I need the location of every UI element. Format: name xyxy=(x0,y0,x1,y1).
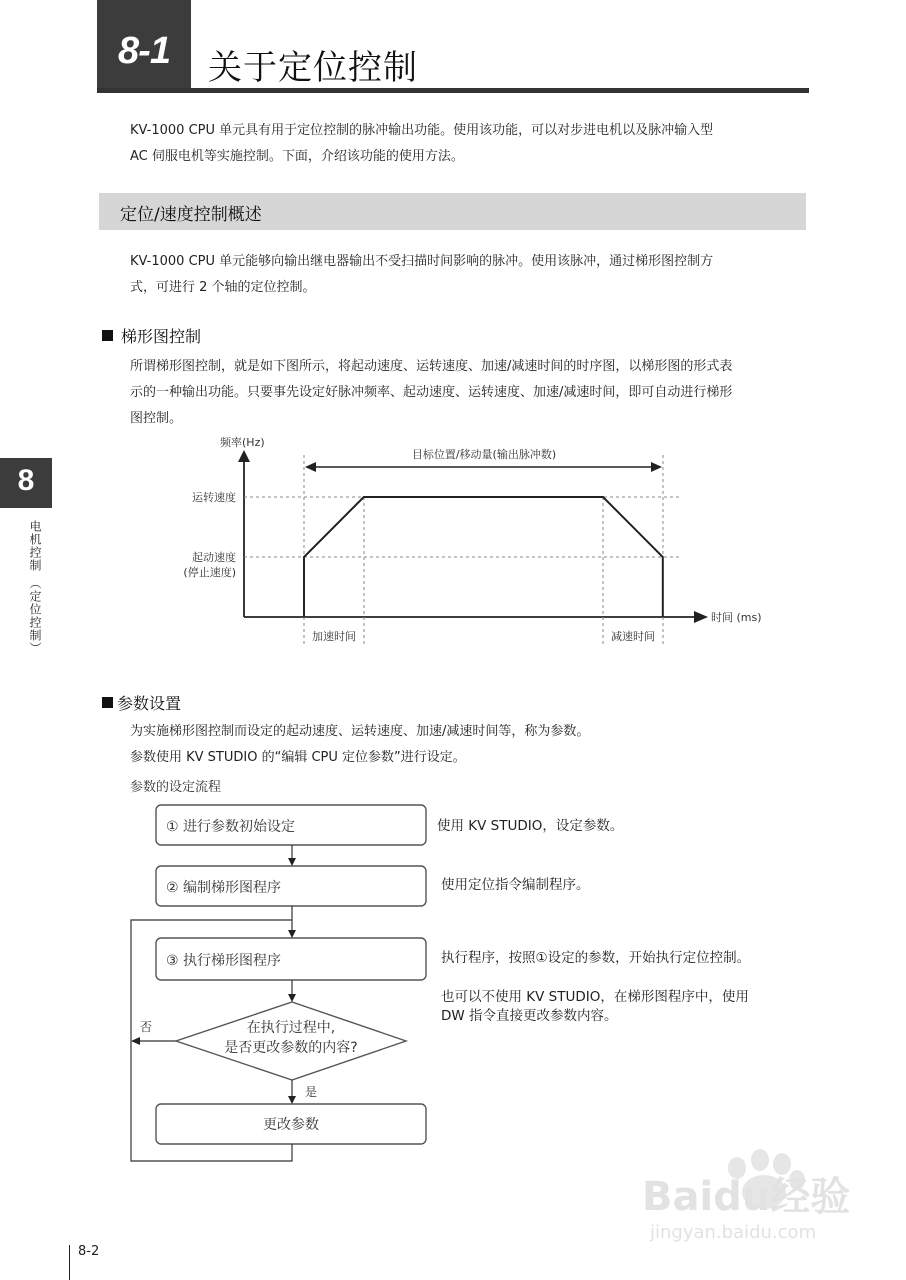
note-step1: 使用 KV STUDIO，设定参数。 xyxy=(437,818,624,834)
left-arrow-icon xyxy=(131,1037,140,1045)
params-line: 为实施梯形图控制而设定的起动速度、运转速度、加速/减速时间等，称为参数。 xyxy=(130,724,590,739)
section-number: 8-1 xyxy=(118,30,170,72)
run-speed-label: 运转速度 xyxy=(192,491,236,504)
watermark xyxy=(642,1140,872,1254)
params-line: 参数使用 KV STUDIO 的“编辑 CPU 定位参数”进行设定。 xyxy=(130,750,466,765)
watermark-brand: Baidu经验 xyxy=(642,1174,851,1220)
yes-label: 是 xyxy=(305,1085,318,1099)
chapter-number: 8 xyxy=(17,464,35,497)
overview-line: 式，可进行 2 个轴的定位控制。 xyxy=(130,280,316,295)
ladder-heading-text: 梯形图控制 xyxy=(121,327,202,346)
ladder-line: 所谓梯形图控制，就是如下图所示，将起动速度、运转速度、加速/减速时间的时序图，以梯形图的形式表 xyxy=(130,359,733,374)
overview-line: KV-1000 CPU 单元能够向输出继电器输出不受扫描时间影响的脉冲。使用该脉冲，通过梯形图控制方 xyxy=(130,254,714,269)
baidu-paw-icon xyxy=(642,1140,872,1250)
x-axis-label: 时间 (ms) xyxy=(711,611,762,624)
start-speed-label: 起动速度 xyxy=(192,551,236,564)
step2-label: ② 编制梯形图程序 xyxy=(166,880,282,896)
down-arrow-icon xyxy=(288,1096,296,1104)
accel-time-label: 加速时间 xyxy=(312,630,356,643)
footer-rule xyxy=(69,1245,70,1280)
intro-line: AC 伺服电机等实施控制。下面，介绍该功能的使用方法。 xyxy=(130,149,464,164)
note-step4-line1: 也可以不使用 KV STUDIO，在梯形图程序中，使用 xyxy=(441,989,749,1005)
ladder-line: 图控制。 xyxy=(130,411,183,426)
page-title: 关于定位控制 xyxy=(208,48,418,88)
page-number: 8-2 xyxy=(78,1244,100,1259)
step4-label: 更改参数 xyxy=(263,1117,319,1133)
decision-label-line2: 是否更改参数的内容? xyxy=(224,1040,358,1056)
decision-label-line1: 在执行过程中, xyxy=(246,1020,336,1036)
note-step2: 使用定位指令编制程序。 xyxy=(441,877,590,893)
chart-title: 目标位置/移动量(输出脉冲数) xyxy=(411,448,557,461)
step3-label: ③ 执行梯形图程序 xyxy=(166,953,282,969)
down-arrow-icon xyxy=(288,858,296,866)
section-band-title: 定位/速度控制概述 xyxy=(120,205,262,225)
stop-speed-label: (停止速度) xyxy=(183,566,236,579)
decel-time-label: 减速时间 xyxy=(611,630,655,643)
ladder-line: 示的一种输出功能。只要事先设定好脉冲频率、起动速度、运转速度、加速/减速时间，即可自动进行梯形 xyxy=(130,385,733,400)
down-arrow-icon xyxy=(288,994,296,1002)
down-arrow-icon xyxy=(288,930,296,938)
watermark-url: jingyan.baidu.com xyxy=(650,1222,817,1243)
step1-label: ① 进行参数初始设定 xyxy=(166,819,296,835)
note-step3: 执行程序，按照①设定的参数，开始执行定位控制。 xyxy=(441,950,751,966)
params-heading-text: 参数设置 xyxy=(117,694,182,713)
no-label: 否 xyxy=(140,1020,153,1034)
note-step4-line2: DW 指令直接更改参数内容。 xyxy=(441,1008,618,1024)
intro-line: KV-1000 CPU 单元具有用于定位控制的脉冲输出功能。使用该功能，可以对步进电机以及脉冲输入型 xyxy=(130,123,714,138)
chapter-label: 电机控制 （定位控制） xyxy=(28,520,42,655)
y-axis-label: 频率(Hz) xyxy=(220,436,265,449)
flow-title: 参数的设定流程 xyxy=(130,780,222,795)
